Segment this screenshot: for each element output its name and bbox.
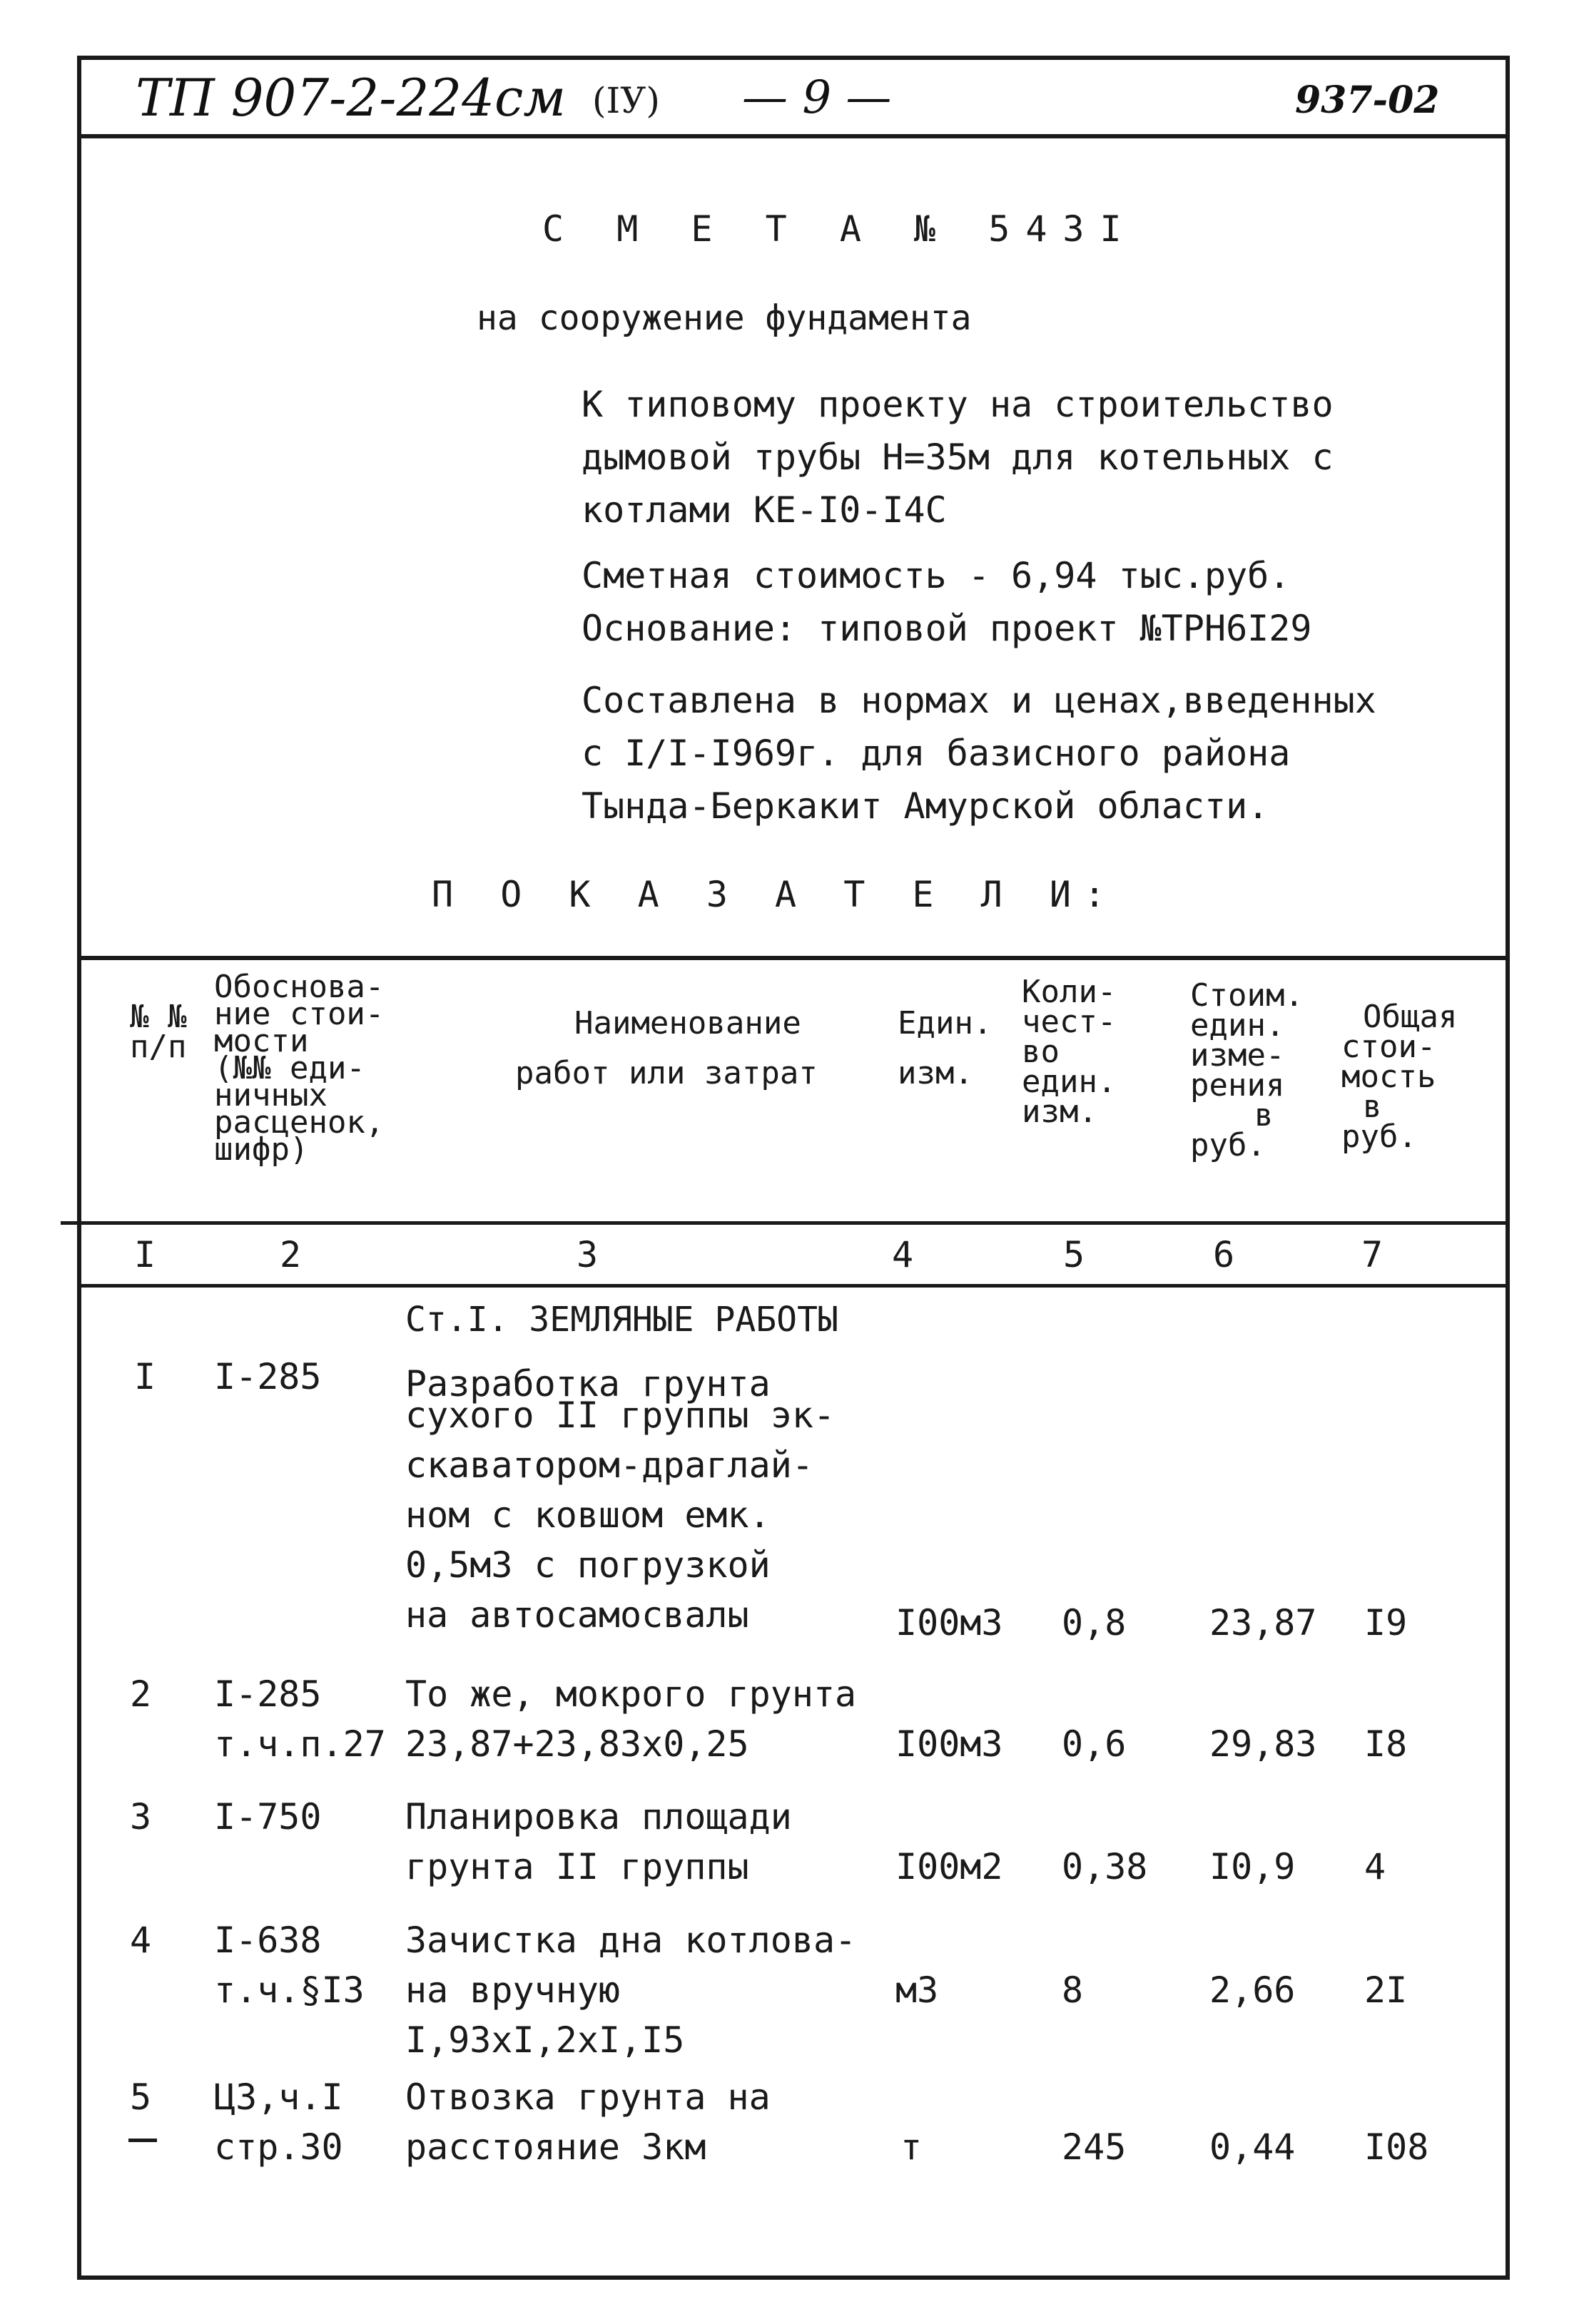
header-text: един. — [1190, 1007, 1285, 1044]
row-number: 4 — [130, 1920, 152, 1961]
row-basis: I-750 — [214, 1796, 322, 1838]
row-name-line: ном с ковшом емк. — [405, 1494, 771, 1536]
header-text: мость — [1341, 1059, 1436, 1095]
estimate-title: С М Е Т А № 543I — [542, 208, 1137, 250]
row-dash-mark — [128, 2139, 157, 2142]
sheet-number: 937-02 — [1295, 78, 1440, 122]
header-col-unit-price — [1190, 977, 1304, 1163]
row-name — [405, 1359, 835, 1640]
row-number: 5 — [130, 2076, 152, 2118]
row-number: 3 — [130, 1796, 152, 1838]
row-quantity: 0,38 — [1062, 1846, 1148, 1887]
row-basis-line: I-285 — [214, 1673, 322, 1715]
row-number: 2 — [130, 1673, 152, 1715]
row-basis-line: ЦЗ,ч.I — [214, 2076, 343, 2118]
header-text: чест- — [1022, 1004, 1117, 1040]
column-number: I — [134, 1234, 156, 1275]
header-text: № № — [130, 999, 187, 1035]
volume-label: (IУ) — [592, 80, 660, 121]
row-name-line: на вручную — [405, 1969, 621, 2011]
header-text: Обоснова- — [214, 969, 385, 1005]
project-line: дымовой трубы Н=35м для котельных с — [582, 437, 1334, 478]
header-col-quantity — [1022, 974, 1117, 1130]
page-number: — 9 — — [742, 71, 892, 124]
project-line: К типовому проекту на строительство — [582, 384, 1334, 425]
header-text: Стоим. — [1190, 977, 1304, 1014]
row-number: I — [134, 1356, 156, 1397]
header-text: шифр) — [214, 1131, 309, 1168]
row-quantity: 0,8 — [1062, 1602, 1127, 1643]
row-name-line: грунта II группы — [405, 1846, 749, 1887]
row-name — [405, 1915, 856, 2065]
row-name-line: 0,5м3 с погрузкой — [405, 1544, 771, 1586]
row-name-line: Отвозка грунта на — [405, 2076, 771, 2118]
header-text: Един. — [898, 1005, 992, 1041]
indicators-heading: П О К А З А Т Е Л И: — [432, 874, 1119, 915]
row-name — [405, 1792, 792, 1892]
basis-line: Основание: типовой проект №ТРН6I29 — [582, 608, 1312, 649]
norms-note — [582, 674, 1376, 832]
header-text: Наименование — [574, 1005, 801, 1041]
column-number: 7 — [1361, 1234, 1384, 1275]
header-text: стои- — [1341, 1029, 1436, 1065]
header-text: един. — [1022, 1064, 1117, 1100]
row-name — [405, 2072, 771, 2172]
row-unit-price: 0,44 — [1209, 2126, 1296, 2168]
row-total: 4 — [1364, 1846, 1386, 1887]
column-number-divider — [77, 1284, 1510, 1288]
row-name-line: Разработка грунта — [405, 1363, 771, 1405]
header-divider — [77, 134, 1510, 138]
cost-line: Сметная стоимость - 6,94 тыс.руб. — [582, 555, 1291, 596]
row-basis-line: I-638 — [214, 1920, 322, 1961]
table-top-border — [77, 956, 1510, 960]
row-name-line: на автосамосвалы — [405, 1594, 749, 1636]
header-text: ничных — [214, 1077, 328, 1113]
header-text: Общая — [1363, 999, 1458, 1035]
header-col-unit — [898, 999, 992, 1099]
row-total: I08 — [1364, 2126, 1429, 2168]
row-name-line: Планировка площади — [405, 1796, 792, 1838]
norms-line: Тында-Беркакит Амурской области. — [582, 785, 1269, 827]
header-text: изме- — [1190, 1037, 1285, 1074]
row-unit: т — [900, 2126, 923, 2168]
row-unit: I00м3 — [895, 1602, 1003, 1643]
header-text: руб. — [1190, 1127, 1266, 1163]
header-col-basis — [214, 969, 385, 1168]
row-unit-price: I0,9 — [1209, 1846, 1296, 1887]
row-basis-line: т.ч.§I3 — [214, 1969, 365, 2011]
estimate-subtitle: на сооружение фундамента — [477, 298, 972, 338]
row-quantity: 245 — [1062, 2126, 1127, 2168]
header-text: изм. — [1022, 1094, 1097, 1130]
row-total: I8 — [1364, 1723, 1408, 1765]
row-quantity: 8 — [1062, 1969, 1084, 2011]
header-col-number — [130, 999, 187, 1065]
project-description — [582, 378, 1334, 536]
row-name-line: Зачистка дна котлова- — [405, 1920, 857, 1961]
row-name — [405, 1669, 856, 1769]
row-name-line: 23,87+23,83x0,25 — [405, 1723, 749, 1765]
row-unit: м3 — [895, 1969, 939, 2011]
row-unit-price: 2,66 — [1209, 1969, 1296, 2011]
row-unit-price: 23,87 — [1209, 1602, 1317, 1643]
header-text: Коли- — [1022, 974, 1117, 1010]
column-number: 5 — [1063, 1234, 1085, 1275]
document-code: ТП 907-2-224см — [136, 68, 567, 128]
row-name-line: сухого II группы эк- — [405, 1395, 836, 1436]
header-text: изм. — [898, 1055, 973, 1091]
row-quantity: 0,6 — [1062, 1723, 1127, 1765]
header-bottom-border — [61, 1221, 1510, 1225]
header-text: расценок, — [214, 1104, 385, 1141]
row-name-line: То же, мокрого грунта — [405, 1673, 857, 1715]
row-total: 2I — [1364, 1969, 1408, 2011]
row-unit-price: 29,83 — [1209, 1723, 1317, 1765]
header-col-total — [1341, 999, 1458, 1155]
norms-line: Составлена в нормах и ценах,введенных — [582, 680, 1376, 721]
row-basis-line: стр.30 — [214, 2126, 343, 2168]
header-text: во — [1022, 1034, 1060, 1070]
row-basis — [214, 1915, 365, 2015]
column-number: 2 — [280, 1234, 302, 1275]
header-text: мости — [214, 1023, 309, 1059]
row-name-line: I,93xI,2xI,I5 — [405, 2019, 685, 2061]
row-name-line: скаватором-драглай- — [405, 1444, 813, 1486]
header-text: в — [1363, 1089, 1382, 1125]
header-col-name — [515, 999, 818, 1099]
header-text: рения — [1190, 1067, 1285, 1104]
row-basis — [214, 1669, 386, 1769]
header-text: руб. — [1341, 1118, 1417, 1155]
column-number: 6 — [1213, 1234, 1235, 1275]
column-number: 4 — [892, 1234, 914, 1275]
row-total: I9 — [1364, 1602, 1408, 1643]
column-number: 3 — [577, 1234, 599, 1275]
row-basis: I-285 — [214, 1356, 322, 1397]
row-basis-line: т.ч.п.27 — [214, 1723, 386, 1765]
cost-summary — [582, 549, 1312, 655]
row-unit: I00м2 — [895, 1846, 1003, 1887]
header-text: (№№ еди- — [214, 1050, 365, 1086]
row-unit: I00м3 — [895, 1723, 1003, 1765]
row-basis — [214, 2072, 343, 2172]
header-text: п/п — [130, 1029, 187, 1065]
header-text: в — [1254, 1097, 1274, 1133]
header-text: ние стои- — [214, 996, 385, 1032]
row-name-line: расстояние 3км — [405, 2126, 706, 2168]
header-text: работ или затрат — [515, 1055, 818, 1091]
project-line: котлами КЕ-I0-I4С — [582, 489, 947, 531]
section-heading: Ст.I. ЗЕМЛЯНЫЕ РАБОТЫ — [405, 1300, 838, 1340]
norms-line: с I/I-I969г. для базисного района — [582, 733, 1291, 774]
